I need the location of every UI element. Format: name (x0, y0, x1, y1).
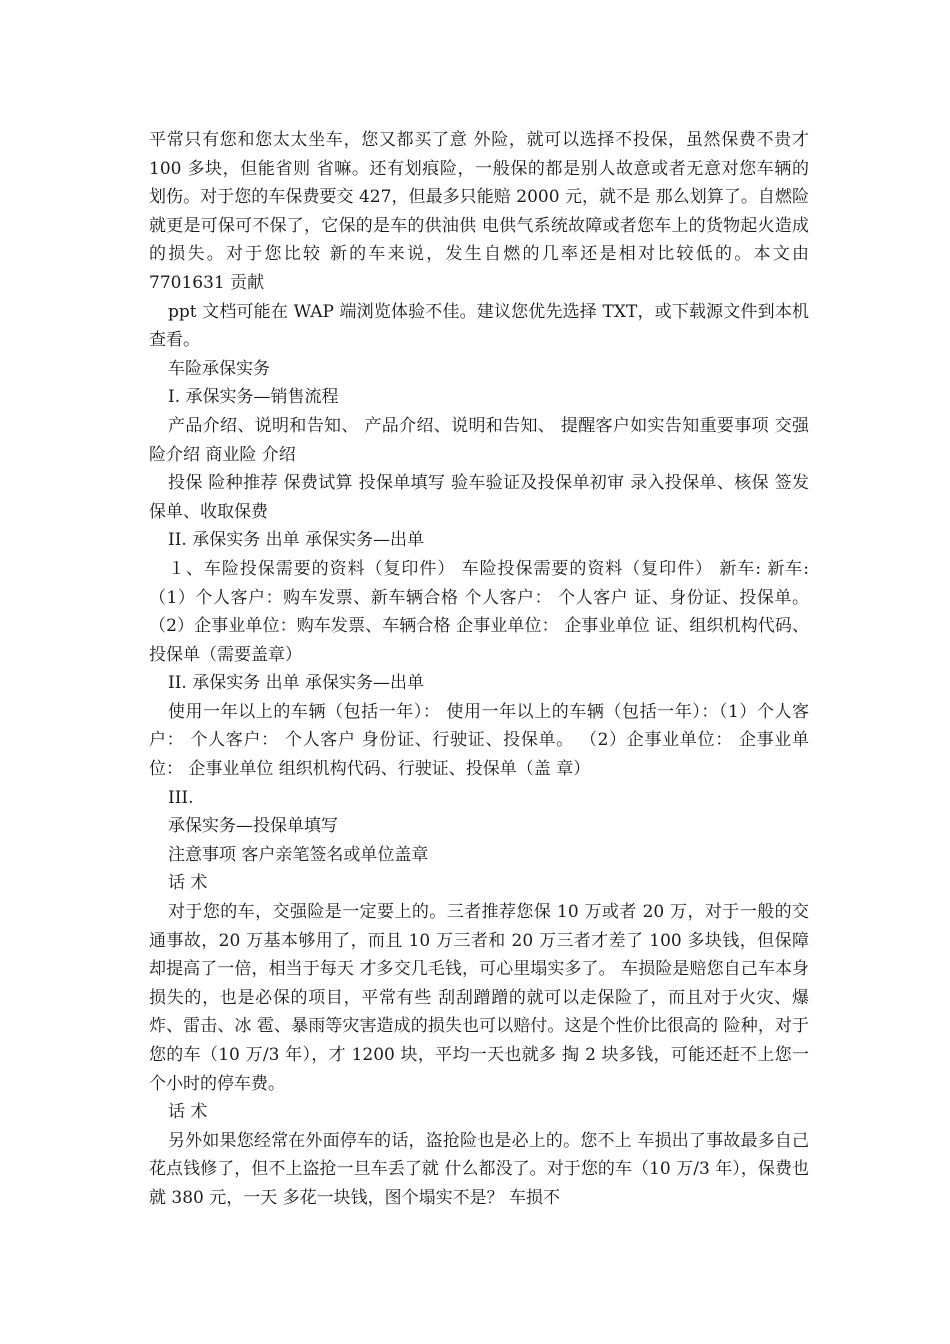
paragraph: ppt 文档可能在 WAP 端浏览体验不佳。建议您优先选择 TXT，或下载源文件到本机查看。 (149, 301, 809, 351)
section-heading: 车险承保实务 (168, 358, 270, 379)
section-heading: 话 术 (168, 873, 208, 894)
paragraph: 使用一年以上的车辆（包括一年）： 使用一年以上的车辆（包括一年）：（1）个人客户： 个人客户： 个人客户 身份证、行驶证、投保单。 （2）企事业单位： 企事业单位： 企事业单位 组织机构代码、行驶证、投保单（盖 章） (149, 701, 809, 780)
section-heading: I. 承保实务—销售流程 (168, 387, 339, 408)
document-body (149, 126, 809, 1213)
section-heading: II. 承保实务 出单 承保实务—出单 (168, 673, 425, 694)
paragraph: 注意事项 客户亲笔签名或单位盖章 (168, 844, 429, 865)
paragraph: 投保 险种推荐 保费试算 投保单填写 验车验证及投保单初审 录入投保单、核保 签发保单、收取保费 (149, 473, 809, 522)
section-heading: 话 术 (168, 1102, 208, 1123)
section-heading: III. (168, 787, 194, 808)
paragraph: 对于您的车，交强险是一定要上的。三者推荐您保 10 万或者 20 万，对于一般的交通事故，20 万基本够用了，而且 10 万三者和 20 万三者才差了 100 多块钱，但保障却提高了一倍，相当于每天 才多交几毛钱，可心里塌实多了。 车损险是赔您自己车本身损失的，也是必保的项目，平常有些 刮刮蹭蹭的就可以走保险了，而且对于火灾、爆炸、雷击、冰 雹、暴雨等灾害造成的损失也可以赔付。这是个性价比很高的 险种，对于您的车（10 万/3 年），才 1200 块，平均一天也就多 掏 2 块多钱，可能还赶不上您一个小时的停车费。 (149, 902, 809, 1094)
paragraph: １、车险投保需要的资料（复印件） 车险投保需要的资料（复印件） 新车: 新车: （1）个人客户：购车发票、新车辆合格 个人客户： 个人客户 证、身份证、投保单。 （2）企事业单位：购车发票、车辆合格 企事业单位： 企事业单位 证、组织机构代码、投保单（需要盖章） (149, 558, 809, 665)
section-heading: 承保实务—投保单填写 (168, 816, 338, 837)
paragraph: 另外如果您经常在外面停车的话，盗抢险也是必上的。您不上 车损出了事故最多自己花点钱修了，但不上盗抢一旦车丢了就 什么都没了。对于您的车（10 万/3 年），保费也就 380 元，一天 多花一块钱，图个塌实不是？ 车损不 (149, 1130, 809, 1208)
paragraph: 平常只有您和您太太坐车，您又都买了意 外险，就可以选择不投保，虽然保费不贵才 100 多块，但能省则 省嘛。还有划痕险，一般保的都是别人故意或者无意对您车辆的 划伤。对于您的车保费要交 427，但最多只能赔 2000 元，就不是 那么划算了。自燃险就更是可保可不保了，它保的是车的供油供 电供气系统故障或者您车上的货物起火造成的损失。对于您比较 新的车来说，发生自燃的几率还是相对比较低的。本文由 7701631 贡献 (149, 130, 809, 293)
section-heading: II. 承保实务 出单 承保实务—出单 (168, 530, 425, 551)
paragraph: 产品介绍、说明和告知、 产品介绍、说明和告知、 提醒客户如实告知重要事项 交强险介绍 商业险 介绍 (149, 415, 809, 465)
